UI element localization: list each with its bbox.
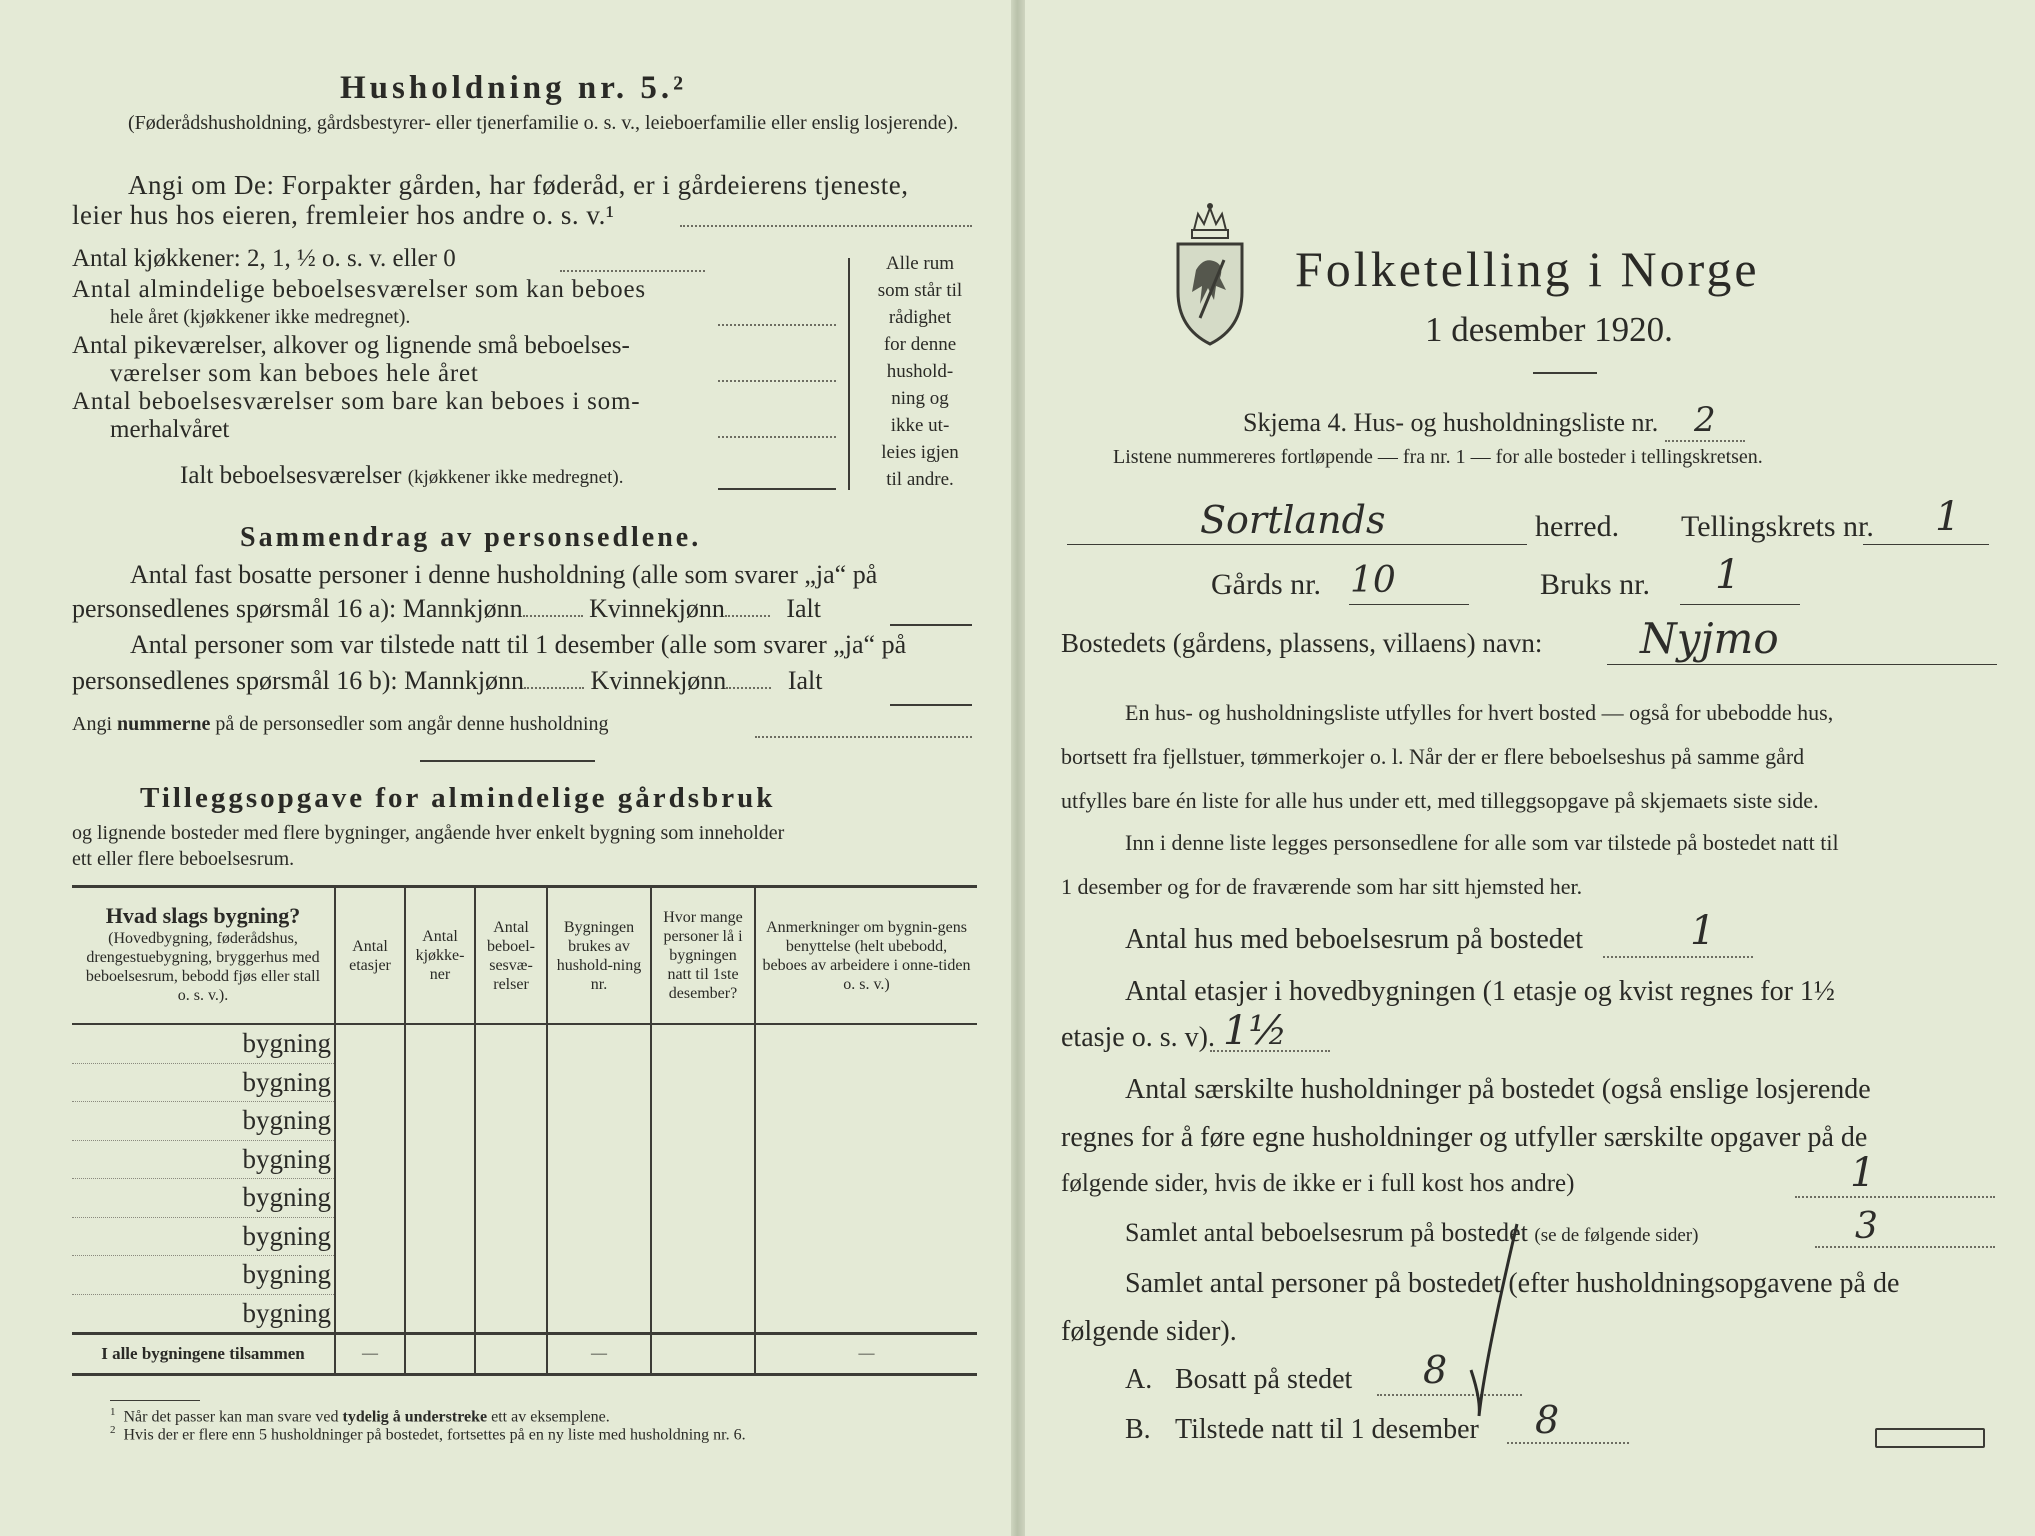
col-etasjer — [335, 887, 405, 1025]
table-row — [72, 1217, 977, 1256]
tillegg-sub-1: og lignende bosteder med flere bygninger, angående hver enkelt bygning som inneholder — [72, 822, 785, 844]
gards-label: Gårds nr. — [1211, 568, 1321, 601]
ialt-rooms-text: Ialt beboelsesværelser — [180, 462, 402, 489]
nummerne-bold: nummerne — [117, 713, 211, 735]
col-building-type — [72, 887, 335, 1025]
total-dash: — — [547, 1334, 651, 1375]
side-note-line: Alle rum — [885, 253, 955, 274]
side-note-line: til andre. — [886, 469, 954, 490]
listene-note: Listene nummereres fortløpende — fra nr. 1 — for alle bosteder i tellingskretsen. — [1113, 446, 1763, 468]
hus-label: Antal hus med beboelsesrum på bostedet — [1125, 924, 1584, 955]
samlet-rum-value: 3 — [1855, 1206, 1878, 1247]
footnote-1: $^1$ Når det passer kan man svare ved tydelig å understreke ett av eksemplene. — [110, 1406, 610, 1426]
nummerne-pre: Angi — [72, 713, 117, 735]
household-note: (Føderådshusholdning, gårdsbestyrer- eller tjenerfamilie o. s. v., leieboerfamilie eller enslig losjerende). — [128, 112, 959, 134]
tilstede-text: Tilstede natt til 1 desember — [1175, 1414, 1479, 1445]
samlet-pers-line-2: følgende sider). — [1061, 1316, 1237, 1347]
tillegg-title: Tilleggsopgave for almindelige gårdsbruk — [140, 782, 776, 814]
herred-label: herred. — [1535, 510, 1620, 543]
ialt-rooms-note: (kjøkkener ikke medregnet). — [407, 467, 624, 488]
hus-value: 1 — [1690, 908, 1716, 954]
etasjer-value: 1½ — [1223, 1008, 1288, 1054]
census-title: Folketelling i Norge — [1295, 241, 1760, 297]
pike-label-2: værelser som kan beboes hele året — [110, 360, 479, 387]
col2-label: Antal etasjer — [349, 937, 391, 974]
table-row — [72, 1140, 977, 1179]
col7-label: Anmerkninger om bygnin-gens benyttelse (helt ubebodd, beboes av arbeidere i onne-tiden o. s. v.) — [762, 918, 971, 993]
total-dash: — — [755, 1334, 977, 1375]
para1-line-2: bortsett fra fjellstuer, tømmerkojer o. l. Når der er flere beboelseshus på samme gård — [1061, 744, 1805, 769]
sommer-label-1: Antal beboelsesværelser som bare kan beboes i som- — [72, 388, 641, 415]
para2-line-2: 1 desember og for de fraværende som har sitt hjemsted her. — [1061, 874, 1583, 899]
rooms-side-note — [862, 250, 978, 493]
s1-line-1: Antal fast bosatte personer i denne husholdning (alle som svarer „ja“ på — [130, 560, 878, 589]
table-row — [72, 1294, 977, 1334]
skjema-value: 2 — [1665, 400, 1745, 442]
side-note-line: for denne — [883, 334, 957, 355]
tilstede-value: 8 — [1535, 1398, 1560, 1442]
col5-label: Bygningen brukes av hushold-ning nr. — [556, 918, 642, 993]
footnote-2: $^2$ Hvis der er flere enn 5 husholdninger på bostedet, fortsettes på en ny liste med husholdning nr. 6. — [110, 1424, 746, 1444]
samlet-rum-note: (se de følgende sider) — [1534, 1225, 1699, 1246]
col1-sub: (Hovedbygning, føderådshus, drengestuebygning, bryggerhus med beboelsesrum, bebodd fjøs eller stall o. s. v.). — [85, 930, 321, 1004]
angi-line-2 — [72, 200, 614, 231]
total-dash: — — [335, 1334, 405, 1375]
samlet-pers-line-1: Samlet antal personer på bostedet (efter husholdningsopgavene på de — [1125, 1268, 1900, 1299]
total-row — [72, 1334, 977, 1375]
footnote-1-bold: tydelig å understreke — [342, 1408, 488, 1426]
col4-label: Antal beboel-sesvæ-relser — [487, 918, 535, 993]
row-label: bygning — [242, 1105, 331, 1136]
sarskilte-line-3: følgende sider, hvis de ikke er i full kost hos andre) — [1061, 1170, 1575, 1197]
almindelige-label-1: Antal almindelige beboelsesværelser som kan beboes — [72, 276, 646, 303]
left-page — [0, 0, 1015, 1536]
bostedets-value: Nyjmo — [1640, 614, 1779, 663]
angi-line-1: Angi om De: Forpakter gården, har føderåd, er i gårdeierens tjeneste, — [128, 170, 909, 200]
buildings-table — [72, 885, 977, 1376]
sommer-label-2: merhalvåret — [110, 416, 230, 443]
table-row — [72, 1102, 977, 1141]
s1-line-2 — [72, 594, 821, 624]
s1-kvinne-label: Kvinnekjønn — [589, 594, 725, 623]
etasjer-line-2: etasje o. s. v). — [1061, 1022, 1215, 1053]
sammendrag-title: Sammendrag av personsedlene. — [240, 522, 702, 553]
household-title: Husholdning nr. 5.² — [340, 70, 687, 106]
tellingskrets-label: Tellingskrets nr. — [1681, 510, 1874, 543]
footnote-1-pre: Når det passer kan man svare ved — [123, 1408, 343, 1426]
row-label: bygning — [242, 1297, 331, 1328]
col3-label: Antal kjøkke-ner — [415, 928, 465, 983]
col-beboelsesvarelser — [475, 887, 547, 1025]
total-label: I alle bygningene tilsammen — [72, 1334, 335, 1375]
row-label: bygning — [242, 1182, 331, 1213]
sarskilte-line-2: regnes for å føre egne husholdninger og utfyller særskilte opgaver på de — [1061, 1122, 1868, 1153]
col1-title: Hvad slags bygning? — [105, 903, 301, 928]
bosatt-value: 8 — [1423, 1348, 1448, 1392]
pike-label-1: Antal pikeværelser, alkover og lignende små beboelses- — [72, 332, 630, 359]
table-row — [72, 1256, 977, 1295]
etasjer-line-1: Antal etasjer i hovedbygningen (1 etasje og kvist regnes for 1½ — [1125, 976, 1835, 1007]
footnote-1-post: ett av eksemplene. — [487, 1408, 610, 1426]
bruks-value: 1 — [1715, 552, 1741, 598]
side-note-line: ning og — [891, 388, 949, 409]
row-label: bygning — [242, 1143, 331, 1174]
nummerne-post: på de personsedler som angår denne husholdning — [210, 713, 609, 735]
col-anmerkninger — [755, 887, 977, 1025]
row-label: bygning — [242, 1220, 331, 1251]
s2-line-1: Antal personer som var tilstede natt til 1 desember (alle som svarer „ja“ på — [130, 630, 907, 659]
row-label: bygning — [242, 1066, 331, 1097]
side-note-line: som står til — [877, 280, 963, 301]
tellingskrets-value: 1 — [1935, 494, 1961, 540]
col-husholdning — [547, 887, 651, 1025]
census-date: 1 desember 1920. — [1425, 310, 1673, 349]
row-label: bygning — [242, 1028, 331, 1059]
s2-kvinne-label: Kvinnekjønn — [590, 666, 727, 695]
s1-ialt-label: Ialt — [786, 594, 822, 623]
samlet-rum-line — [1125, 1218, 1698, 1248]
sarskilte-line-1: Antal særskilte husholdninger på bostedet (også enslige losjerende — [1125, 1074, 1871, 1105]
skjema-label: Skjema 4. Hus- og husholdningsliste nr. — [1243, 408, 1659, 437]
tillegg-sub-2: ett eller flere beboelsesrum. — [72, 848, 295, 870]
coat-of-arms-icon — [1170, 200, 1250, 350]
tilstede-label: B. — [1125, 1414, 1151, 1445]
col6-label: Hvor mange personer lå i bygningen natt til 1ste desember? — [663, 909, 743, 1002]
herred-value: Sortlands — [1200, 498, 1386, 542]
side-note-line: ikke ut- — [890, 415, 950, 436]
side-note-line: hushold- — [886, 361, 954, 382]
row-label: bygning — [242, 1259, 331, 1290]
printer-stamp-icon — [1875, 1428, 1985, 1448]
ialt-rooms-label — [180, 462, 623, 490]
right-page — [1025, 0, 2035, 1536]
bosatt-text: Bosatt på stedet — [1175, 1364, 1353, 1395]
sarskilte-value: 1 — [1850, 1150, 1876, 1196]
para2-line-1: Inn i denne liste legges personsedlene for alle som var tilstede på bostedet natt til — [1125, 830, 1839, 855]
angi-line-2-text: leier hus hos eieren, fremleier hos andre o. s. v.¹ — [72, 200, 615, 230]
bosatt-label: A. — [1125, 1364, 1153, 1395]
s2-line-2 — [72, 666, 822, 696]
para1-line-3: utfylles bare én liste for alle hus under ett, med tilleggsopgave på skjemaets siste side. — [1061, 788, 1819, 813]
bostedets-label: Bostedets (gårdens, plassens, villaens) navn: — [1061, 628, 1543, 658]
check-mark-icon — [1465, 1220, 1525, 1420]
col-personer — [651, 887, 755, 1025]
side-note-line: rådighet — [888, 307, 952, 328]
side-note-line: leies igjen — [881, 442, 959, 463]
bruks-label: Bruks nr. — [1540, 568, 1651, 601]
table-row — [72, 1063, 977, 1102]
table-row — [72, 1024, 977, 1063]
nummerne-line — [72, 713, 609, 736]
skjema-line — [1243, 400, 1745, 442]
almindelige-label-2: hele året (kjøkkener ikke medregnet). — [110, 306, 411, 328]
table-row — [72, 1179, 977, 1218]
s2-mann-label: personsedlenes spørsmål 16 b): Mannkjønn — [72, 666, 525, 695]
s2-ialt-label: Ialt — [787, 666, 823, 695]
gards-value: 10 — [1350, 560, 1396, 601]
col-kjokkener — [405, 887, 475, 1025]
s1-mann-label: personsedlenes spørsmål 16 a): Mannkjønn — [72, 594, 523, 623]
footnote-2-text: Hvis der er flere enn 5 husholdninger på bostedet, fortsettes på en ny liste med husholdning nr. 6. — [123, 1426, 746, 1444]
samlet-rum-label: Samlet antal beboelsesrum på bostedet — [1125, 1218, 1528, 1247]
para1-line-1: En hus- og husholdningsliste utfylles for hvert bosted — også for ubebodde hus, — [1125, 700, 1834, 725]
kjokkener-label: Antal kjøkkener: 2, 1, ½ o. s. v. eller 0 — [72, 245, 456, 272]
